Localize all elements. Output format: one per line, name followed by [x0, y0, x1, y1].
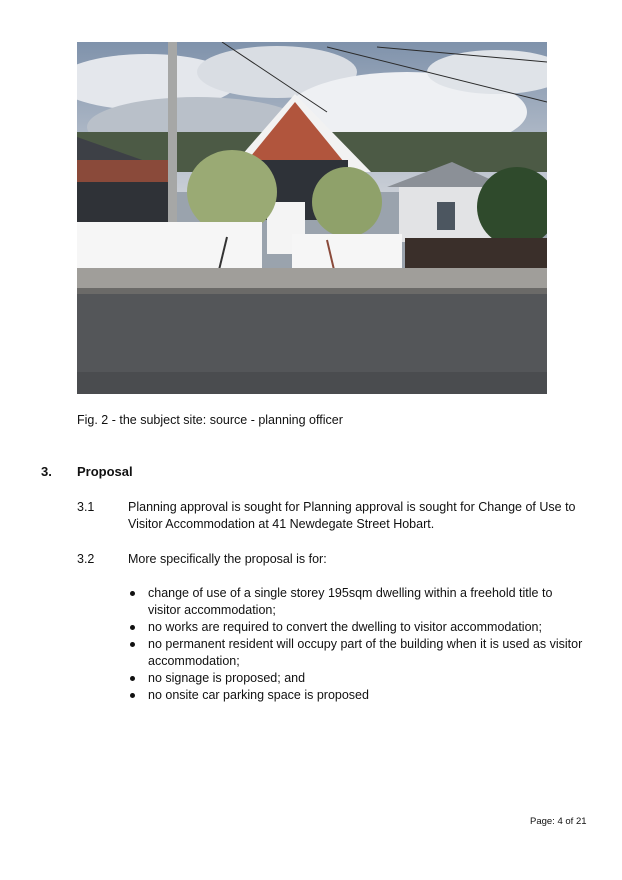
list-item: no works are required to convert the dwelling to visitor accommodation; [128, 619, 583, 636]
figure-caption: Fig. 2 - the subject site: source - planning officer [77, 413, 343, 427]
list-item: no onsite car parking space is proposed [128, 687, 583, 704]
clause-number: 3.1 [77, 500, 95, 514]
clause-number: 3.2 [77, 552, 95, 566]
section-title: Proposal [77, 464, 133, 479]
page-number: Page: 4 of 21 [530, 816, 587, 827]
list-item: no signage is proposed; and [128, 670, 583, 687]
subject-site-photo [77, 42, 547, 394]
proposal-bullet-list [128, 585, 583, 704]
clause-text: Planning approval is sought for Planning approval is sought for Change of Use to Visitor Accommodation at 41 Newdegate Street Hobart. [128, 500, 576, 531]
street-view-illustration [77, 42, 547, 394]
clause-text: More specifically the proposal is for: [128, 552, 327, 566]
list-item: no permanent resident will occupy part of the building when it is used as visitor accommodation; [128, 636, 583, 670]
list-item: change of use of a single storey 195sqm dwelling within a freehold title to visitor accommodation; [128, 585, 583, 619]
section-number: 3. [41, 464, 52, 479]
